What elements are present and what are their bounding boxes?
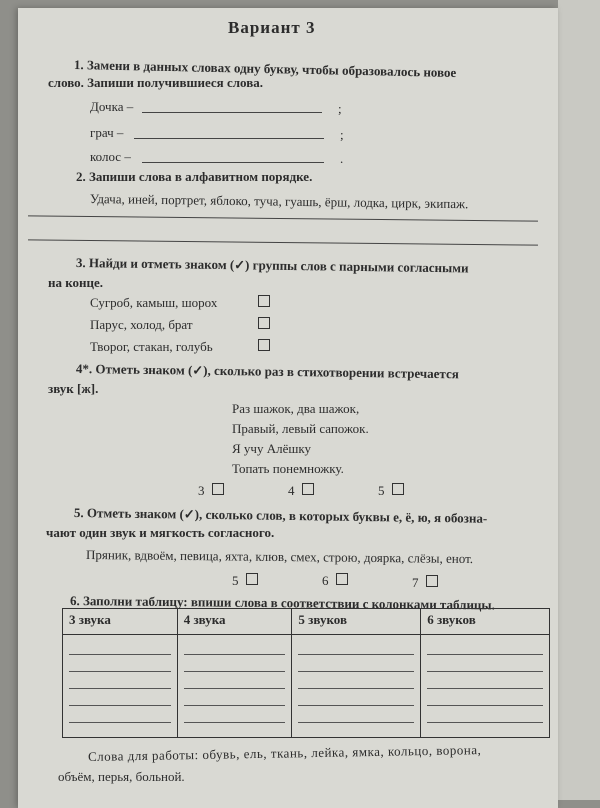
task2-words: Удача, иней, портрет, яблоко, туча, гуашь, ёрш, лодка, цирк, экипаж.	[89, 191, 469, 212]
task5-text-line2: чают один звук и мягкость согласного.	[46, 525, 275, 540]
poem-line: Я учу Алёшку	[232, 441, 311, 456]
task5-choice-label: 6	[322, 573, 329, 588]
task5-choice-label: 5	[232, 573, 239, 588]
answer-line[interactable]	[142, 162, 324, 163]
work-words-line2: объём, перья, больной.	[58, 769, 185, 784]
task3-option-checkbox[interactable]	[258, 339, 270, 351]
task1-item-word: Дочка –	[90, 99, 134, 114]
work-words-line1: Слова для работы: обувь, ель, ткань, лейка, ямка, кольцо, ворона,	[87, 742, 482, 764]
poem-line: Правый, левый сапожок.	[232, 421, 369, 436]
task1-item-end: ;	[340, 127, 344, 142]
page-title: Вариант 3	[228, 18, 316, 37]
task5-words: Пряник, вдвоём, певица, яхта, клюв, смех, строю, доярка, слёзы, енот.	[85, 547, 474, 567]
task5-choice-checkbox[interactable]	[336, 573, 348, 585]
task1-text-line2: слово. Запиши получившиеся слова.	[48, 75, 263, 90]
task4-choice-checkbox[interactable]	[392, 483, 404, 495]
task3-option-label: Сугроб, камыш, шорох	[90, 295, 218, 310]
task4-text-line1: 4*. Отметь знаком (✓), сколько раз в стихотворении встречается	[75, 361, 459, 382]
poem-line: Раз шажок, два шажок,	[232, 401, 360, 416]
answer-line[interactable]	[142, 112, 322, 113]
table-row	[63, 634, 550, 737]
task3-text-line1: 3. Найди и отметь знаком (✓) группы слов с парными согласными	[75, 255, 469, 276]
answer-line[interactable]	[28, 215, 538, 221]
task1-item-end: .	[340, 151, 344, 166]
answer-line[interactable]	[134, 138, 324, 139]
sounds-table	[62, 608, 550, 738]
table-column-header: 3 звука	[63, 609, 178, 635]
task3-option-label: Творог, стакан, голубь	[90, 339, 213, 354]
task6-text: 6. Заполни таблицу: впиши слова в соответствии с колонками таблицы.	[69, 593, 495, 613]
worksheet-page	[18, 8, 558, 808]
page-edge	[558, 0, 600, 800]
task3-option-label: Парус, холод, брат	[90, 317, 193, 332]
task5-choice-label: 7	[412, 575, 419, 590]
answer-line[interactable]	[28, 239, 538, 245]
task5-choice-checkbox[interactable]	[246, 573, 258, 585]
task2-text: 2. Запиши слова в алфавитном порядке.	[76, 169, 313, 184]
poem-line: Топать понемножку.	[232, 461, 344, 476]
task3-option-checkbox[interactable]	[258, 317, 270, 329]
table-cell[interactable]	[292, 634, 421, 737]
task4-choice-checkbox[interactable]	[302, 483, 314, 495]
task1-item-word: колос –	[90, 149, 131, 164]
task4-choice-label: 3	[198, 483, 205, 498]
task5-text-line1: 5. Отметь знаком (✓), сколько слов, в которых буквы е, ё, ю, я обозна-	[73, 505, 488, 526]
task3-text-line2: на конце.	[48, 275, 104, 290]
task5-choice-checkbox[interactable]	[426, 575, 438, 587]
table-cell[interactable]	[63, 634, 178, 737]
table-header-row	[63, 609, 550, 635]
task1-item-word: грач –	[90, 125, 124, 140]
task4-choice-checkbox[interactable]	[212, 483, 224, 495]
table-column-header: 5 звуков	[292, 609, 421, 635]
task1-item-end: ;	[338, 101, 342, 116]
task3-option-checkbox[interactable]	[258, 295, 270, 307]
table-cell[interactable]	[421, 634, 550, 737]
task4-text-line2: звук [ж].	[48, 381, 99, 396]
task4-choice-label: 5	[378, 483, 385, 498]
task4-choice-label: 4	[288, 483, 295, 498]
table-column-header: 4 звука	[177, 609, 292, 635]
task1-text-line1: 1. Замени в данных словах одну букву, чтобы образовалось новое	[73, 57, 457, 81]
table-cell[interactable]	[177, 634, 292, 737]
table-column-header: 6 звуков	[421, 609, 550, 635]
